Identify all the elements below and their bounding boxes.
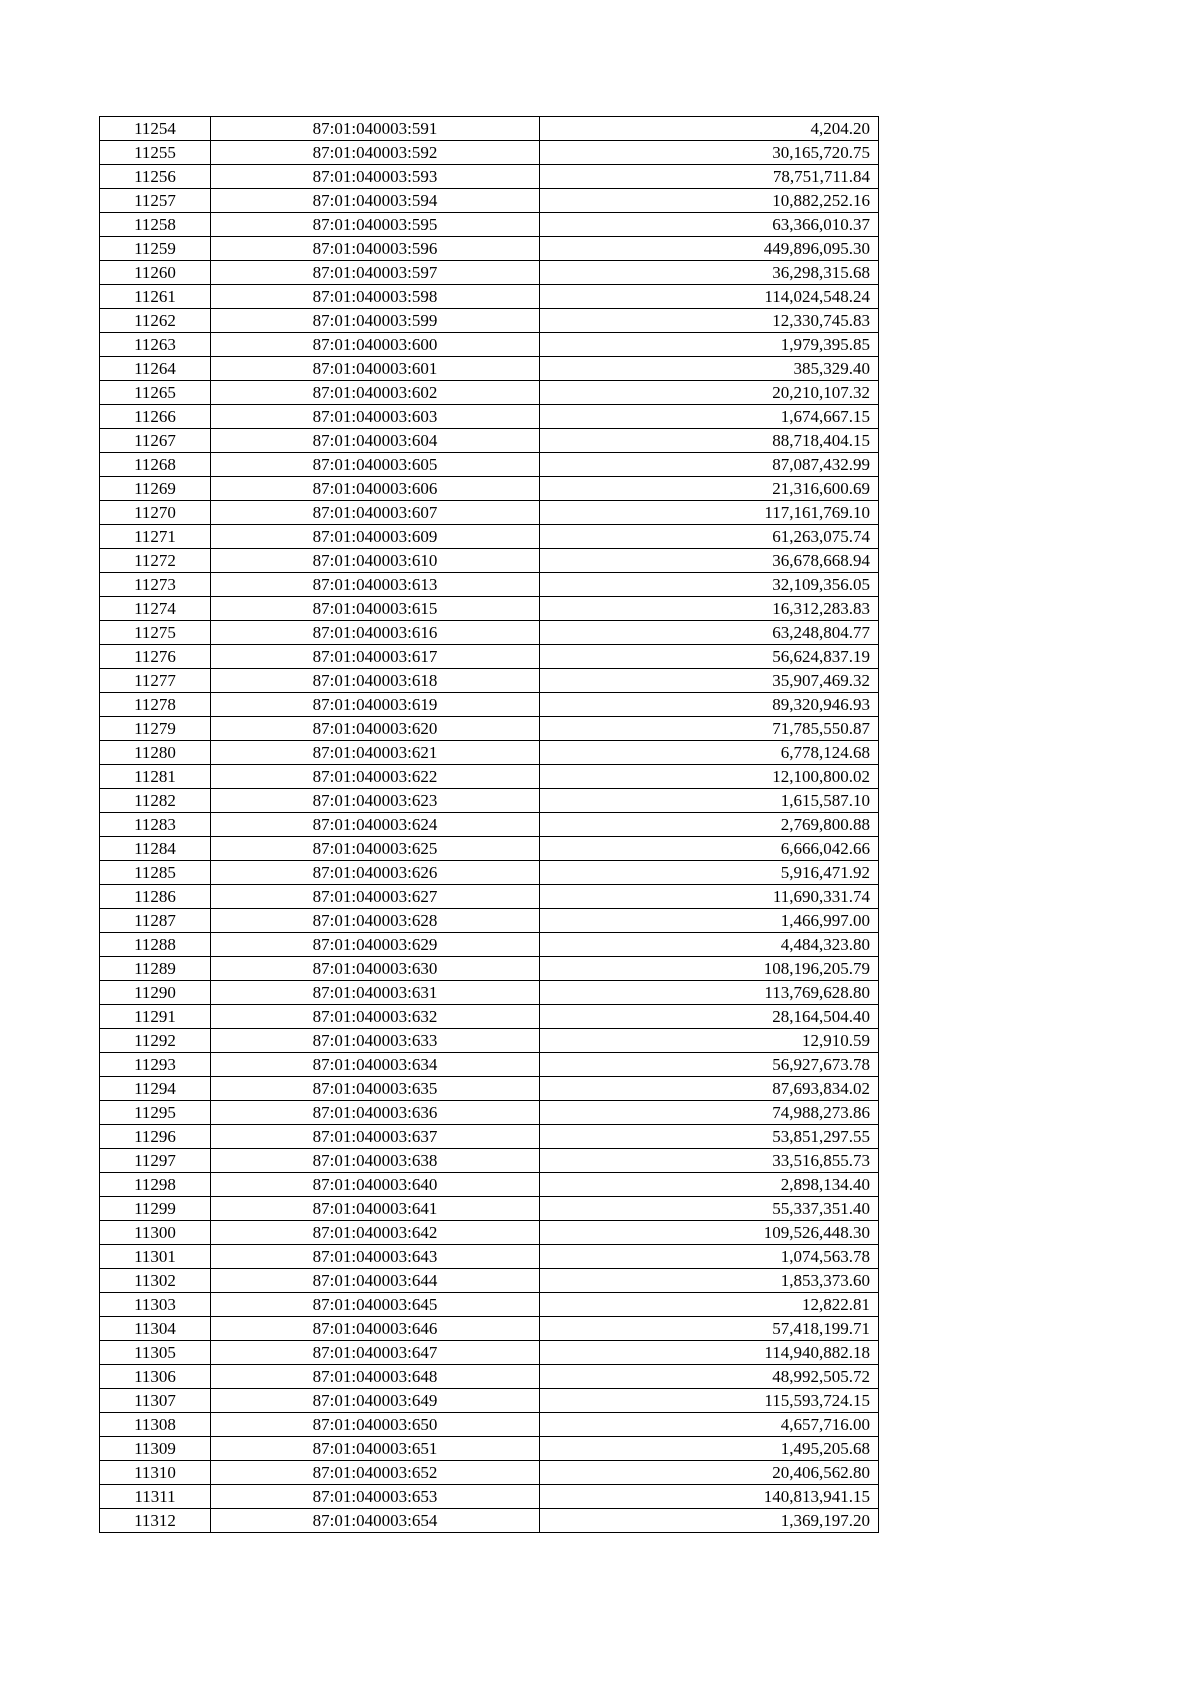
table-row	[100, 837, 879, 861]
cadastral-number-cell: 87:01:040003:650	[211, 1413, 540, 1437]
row-number-cell: 11298	[100, 1173, 211, 1197]
value-cell: 1,674,667.15	[540, 405, 879, 429]
table-row	[100, 789, 879, 813]
value-cell: 4,484,323.80	[540, 933, 879, 957]
cadastral-number-cell: 87:01:040003:621	[211, 741, 540, 765]
row-number-cell: 11294	[100, 1077, 211, 1101]
value-cell: 109,526,448.30	[540, 1221, 879, 1245]
table-row	[100, 453, 879, 477]
cadastral-number-cell: 87:01:040003:610	[211, 549, 540, 573]
row-number-cell: 11283	[100, 813, 211, 837]
cadastral-number-cell: 87:01:040003:643	[211, 1245, 540, 1269]
row-number-cell: 11305	[100, 1341, 211, 1365]
row-number-cell: 11307	[100, 1389, 211, 1413]
cadastral-number-cell: 87:01:040003:635	[211, 1077, 540, 1101]
value-cell: 1,466,997.00	[540, 909, 879, 933]
value-cell: 20,406,562.80	[540, 1461, 879, 1485]
row-number-cell: 11311	[100, 1485, 211, 1509]
value-cell: 1,615,587.10	[540, 789, 879, 813]
value-cell: 36,298,315.68	[540, 261, 879, 285]
cadastral-value-table	[99, 116, 879, 1533]
cadastral-number-cell: 87:01:040003:642	[211, 1221, 540, 1245]
table-row	[100, 1149, 879, 1173]
value-cell: 6,666,042.66	[540, 837, 879, 861]
cadastral-number-cell: 87:01:040003:613	[211, 573, 540, 597]
row-number-cell: 11265	[100, 381, 211, 405]
row-number-cell: 11299	[100, 1197, 211, 1221]
table-row	[100, 981, 879, 1005]
value-cell: 32,109,356.05	[540, 573, 879, 597]
table-row	[100, 1005, 879, 1029]
cadastral-number-cell: 87:01:040003:624	[211, 813, 540, 837]
cadastral-number-cell: 87:01:040003:617	[211, 645, 540, 669]
cadastral-number-cell: 87:01:040003:605	[211, 453, 540, 477]
row-number-cell: 11285	[100, 861, 211, 885]
row-number-cell: 11306	[100, 1365, 211, 1389]
row-number-cell: 11289	[100, 957, 211, 981]
table-row	[100, 1125, 879, 1149]
table-row	[100, 1029, 879, 1053]
cadastral-number-cell: 87:01:040003:600	[211, 333, 540, 357]
table-row	[100, 1341, 879, 1365]
row-number-cell: 11271	[100, 525, 211, 549]
value-cell: 78,751,711.84	[540, 165, 879, 189]
cadastral-number-cell: 87:01:040003:596	[211, 237, 540, 261]
row-number-cell: 11284	[100, 837, 211, 861]
table-row	[100, 621, 879, 645]
value-cell: 10,882,252.16	[540, 189, 879, 213]
value-cell: 63,366,010.37	[540, 213, 879, 237]
row-number-cell: 11256	[100, 165, 211, 189]
value-cell: 12,330,745.83	[540, 309, 879, 333]
value-cell: 1,495,205.68	[540, 1437, 879, 1461]
cadastral-number-cell: 87:01:040003:604	[211, 429, 540, 453]
cadastral-number-cell: 87:01:040003:591	[211, 117, 540, 141]
table-row	[100, 861, 879, 885]
cadastral-number-cell: 87:01:040003:603	[211, 405, 540, 429]
table-row	[100, 813, 879, 837]
row-number-cell: 11274	[100, 597, 211, 621]
value-cell: 114,940,882.18	[540, 1341, 879, 1365]
value-cell: 2,769,800.88	[540, 813, 879, 837]
value-cell: 12,910.59	[540, 1029, 879, 1053]
table-row	[100, 309, 879, 333]
value-cell: 449,896,095.30	[540, 237, 879, 261]
row-number-cell: 11280	[100, 741, 211, 765]
value-cell: 33,516,855.73	[540, 1149, 879, 1173]
row-number-cell: 11291	[100, 1005, 211, 1029]
table-row	[100, 357, 879, 381]
value-cell: 11,690,331.74	[540, 885, 879, 909]
row-number-cell: 11282	[100, 789, 211, 813]
table-row	[100, 1173, 879, 1197]
table-row	[100, 1413, 879, 1437]
table-row	[100, 1077, 879, 1101]
value-cell: 56,927,673.78	[540, 1053, 879, 1077]
row-number-cell: 11263	[100, 333, 211, 357]
table-row	[100, 213, 879, 237]
value-cell: 12,100,800.02	[540, 765, 879, 789]
table-row	[100, 117, 879, 141]
row-number-cell: 11281	[100, 765, 211, 789]
table-row	[100, 909, 879, 933]
table-row	[100, 429, 879, 453]
value-cell: 115,593,724.15	[540, 1389, 879, 1413]
value-cell: 88,718,404.15	[540, 429, 879, 453]
cadastral-number-cell: 87:01:040003:627	[211, 885, 540, 909]
cadastral-number-cell: 87:01:040003:636	[211, 1101, 540, 1125]
cadastral-number-cell: 87:01:040003:646	[211, 1317, 540, 1341]
table-row	[100, 1197, 879, 1221]
table-row	[100, 645, 879, 669]
table-row	[100, 765, 879, 789]
value-cell: 35,907,469.32	[540, 669, 879, 693]
table-row	[100, 549, 879, 573]
value-cell: 63,248,804.77	[540, 621, 879, 645]
cadastral-number-cell: 87:01:040003:602	[211, 381, 540, 405]
table-body	[100, 117, 879, 1533]
row-number-cell: 11257	[100, 189, 211, 213]
cadastral-number-cell: 87:01:040003:623	[211, 789, 540, 813]
cadastral-number-cell: 87:01:040003:592	[211, 141, 540, 165]
table-row	[100, 573, 879, 597]
row-number-cell: 11309	[100, 1437, 211, 1461]
row-number-cell: 11268	[100, 453, 211, 477]
cadastral-number-cell: 87:01:040003:648	[211, 1365, 540, 1389]
table-row	[100, 525, 879, 549]
cadastral-number-cell: 87:01:040003:628	[211, 909, 540, 933]
cadastral-number-cell: 87:01:040003:651	[211, 1437, 540, 1461]
value-cell: 21,316,600.69	[540, 477, 879, 501]
cadastral-number-cell: 87:01:040003:649	[211, 1389, 540, 1413]
row-number-cell: 11276	[100, 645, 211, 669]
table-row	[100, 141, 879, 165]
cadastral-number-cell: 87:01:040003:638	[211, 1149, 540, 1173]
value-cell: 108,196,205.79	[540, 957, 879, 981]
row-number-cell: 11293	[100, 1053, 211, 1077]
table-row	[100, 741, 879, 765]
cadastral-number-cell: 87:01:040003:619	[211, 693, 540, 717]
cadastral-number-cell: 87:01:040003:606	[211, 477, 540, 501]
cadastral-number-cell: 87:01:040003:633	[211, 1029, 540, 1053]
value-cell: 89,320,946.93	[540, 693, 879, 717]
cadastral-number-cell: 87:01:040003:618	[211, 669, 540, 693]
cadastral-number-cell: 87:01:040003:653	[211, 1485, 540, 1509]
row-number-cell: 11260	[100, 261, 211, 285]
cadastral-number-cell: 87:01:040003:622	[211, 765, 540, 789]
row-number-cell: 11297	[100, 1149, 211, 1173]
cadastral-number-cell: 87:01:040003:595	[211, 213, 540, 237]
value-cell: 2,898,134.40	[540, 1173, 879, 1197]
value-cell: 61,263,075.74	[540, 525, 879, 549]
cadastral-number-cell: 87:01:040003:597	[211, 261, 540, 285]
value-cell: 385,329.40	[540, 357, 879, 381]
value-cell: 87,693,834.02	[540, 1077, 879, 1101]
row-number-cell: 11254	[100, 117, 211, 141]
table-row	[100, 1101, 879, 1125]
table-row	[100, 1317, 879, 1341]
value-cell: 6,778,124.68	[540, 741, 879, 765]
table-row	[100, 1053, 879, 1077]
cadastral-number-cell: 87:01:040003:593	[211, 165, 540, 189]
row-number-cell: 11273	[100, 573, 211, 597]
cadastral-number-cell: 87:01:040003:632	[211, 1005, 540, 1029]
value-cell: 87,087,432.99	[540, 453, 879, 477]
row-number-cell: 11304	[100, 1317, 211, 1341]
row-number-cell: 11296	[100, 1125, 211, 1149]
cadastral-number-cell: 87:01:040003:630	[211, 957, 540, 981]
row-number-cell: 11310	[100, 1461, 211, 1485]
value-cell: 53,851,297.55	[540, 1125, 879, 1149]
value-cell: 57,418,199.71	[540, 1317, 879, 1341]
table-row	[100, 1269, 879, 1293]
cadastral-number-cell: 87:01:040003:641	[211, 1197, 540, 1221]
value-cell: 1,853,373.60	[540, 1269, 879, 1293]
row-number-cell: 11278	[100, 693, 211, 717]
row-number-cell: 11269	[100, 477, 211, 501]
cadastral-number-cell: 87:01:040003:601	[211, 357, 540, 381]
table-row	[100, 933, 879, 957]
row-number-cell: 11261	[100, 285, 211, 309]
table-row	[100, 237, 879, 261]
table-row	[100, 261, 879, 285]
cadastral-number-cell: 87:01:040003:599	[211, 309, 540, 333]
row-number-cell: 11303	[100, 1293, 211, 1317]
table-row	[100, 333, 879, 357]
table-row	[100, 885, 879, 909]
table-row	[100, 693, 879, 717]
cadastral-number-cell: 87:01:040003:616	[211, 621, 540, 645]
row-number-cell: 11308	[100, 1413, 211, 1437]
table-row	[100, 477, 879, 501]
row-number-cell: 11267	[100, 429, 211, 453]
table-row	[100, 165, 879, 189]
table-row	[100, 1485, 879, 1509]
row-number-cell: 11302	[100, 1269, 211, 1293]
table-row	[100, 669, 879, 693]
cadastral-number-cell: 87:01:040003:654	[211, 1509, 540, 1533]
row-number-cell: 11262	[100, 309, 211, 333]
cadastral-number-cell: 87:01:040003:634	[211, 1053, 540, 1077]
cadastral-number-cell: 87:01:040003:626	[211, 861, 540, 885]
row-number-cell: 11255	[100, 141, 211, 165]
value-cell: 30,165,720.75	[540, 141, 879, 165]
value-cell: 74,988,273.86	[540, 1101, 879, 1125]
table-row	[100, 1437, 879, 1461]
row-number-cell: 11264	[100, 357, 211, 381]
value-cell: 4,657,716.00	[540, 1413, 879, 1437]
table-row	[100, 957, 879, 981]
value-cell: 48,992,505.72	[540, 1365, 879, 1389]
table-row	[100, 405, 879, 429]
value-cell: 140,813,941.15	[540, 1485, 879, 1509]
value-cell: 16,312,283.83	[540, 597, 879, 621]
table-row	[100, 189, 879, 213]
row-number-cell: 11295	[100, 1101, 211, 1125]
row-number-cell: 11286	[100, 885, 211, 909]
row-number-cell: 11259	[100, 237, 211, 261]
row-number-cell: 11288	[100, 933, 211, 957]
cadastral-number-cell: 87:01:040003:631	[211, 981, 540, 1005]
table-row	[100, 285, 879, 309]
row-number-cell: 11292	[100, 1029, 211, 1053]
cadastral-number-cell: 87:01:040003:652	[211, 1461, 540, 1485]
value-cell: 5,916,471.92	[540, 861, 879, 885]
table-row	[100, 501, 879, 525]
cadastral-number-cell: 87:01:040003:594	[211, 189, 540, 213]
row-number-cell: 11279	[100, 717, 211, 741]
value-cell: 114,024,548.24	[540, 285, 879, 309]
row-number-cell: 11312	[100, 1509, 211, 1533]
table-row	[100, 597, 879, 621]
value-cell: 71,785,550.87	[540, 717, 879, 741]
table-row	[100, 717, 879, 741]
row-number-cell: 11258	[100, 213, 211, 237]
value-cell: 1,979,395.85	[540, 333, 879, 357]
cadastral-number-cell: 87:01:040003:615	[211, 597, 540, 621]
value-cell: 4,204.20	[540, 117, 879, 141]
cadastral-number-cell: 87:01:040003:620	[211, 717, 540, 741]
table-row	[100, 1509, 879, 1533]
cadastral-number-cell: 87:01:040003:637	[211, 1125, 540, 1149]
row-number-cell: 11300	[100, 1221, 211, 1245]
cadastral-number-cell: 87:01:040003:598	[211, 285, 540, 309]
table-row	[100, 1365, 879, 1389]
value-cell: 56,624,837.19	[540, 645, 879, 669]
cadastral-number-cell: 87:01:040003:625	[211, 837, 540, 861]
table-row	[100, 1245, 879, 1269]
cadastral-number-cell: 87:01:040003:644	[211, 1269, 540, 1293]
value-cell: 12,822.81	[540, 1293, 879, 1317]
table-row	[100, 381, 879, 405]
value-cell: 28,164,504.40	[540, 1005, 879, 1029]
row-number-cell: 11266	[100, 405, 211, 429]
value-cell: 20,210,107.32	[540, 381, 879, 405]
value-cell: 1,074,563.78	[540, 1245, 879, 1269]
row-number-cell: 11270	[100, 501, 211, 525]
value-cell: 36,678,668.94	[540, 549, 879, 573]
cadastral-number-cell: 87:01:040003:640	[211, 1173, 540, 1197]
cadastral-number-cell: 87:01:040003:647	[211, 1341, 540, 1365]
table-row	[100, 1293, 879, 1317]
value-cell: 1,369,197.20	[540, 1509, 879, 1533]
row-number-cell: 11277	[100, 669, 211, 693]
table-row	[100, 1221, 879, 1245]
row-number-cell: 11290	[100, 981, 211, 1005]
row-number-cell: 11275	[100, 621, 211, 645]
cadastral-number-cell: 87:01:040003:645	[211, 1293, 540, 1317]
row-number-cell: 11301	[100, 1245, 211, 1269]
value-cell: 117,161,769.10	[540, 501, 879, 525]
value-cell: 55,337,351.40	[540, 1197, 879, 1221]
cadastral-number-cell: 87:01:040003:629	[211, 933, 540, 957]
cadastral-number-cell: 87:01:040003:607	[211, 501, 540, 525]
cadastral-number-cell: 87:01:040003:609	[211, 525, 540, 549]
value-cell: 113,769,628.80	[540, 981, 879, 1005]
table-row	[100, 1461, 879, 1485]
row-number-cell: 11287	[100, 909, 211, 933]
table-row	[100, 1389, 879, 1413]
row-number-cell: 11272	[100, 549, 211, 573]
